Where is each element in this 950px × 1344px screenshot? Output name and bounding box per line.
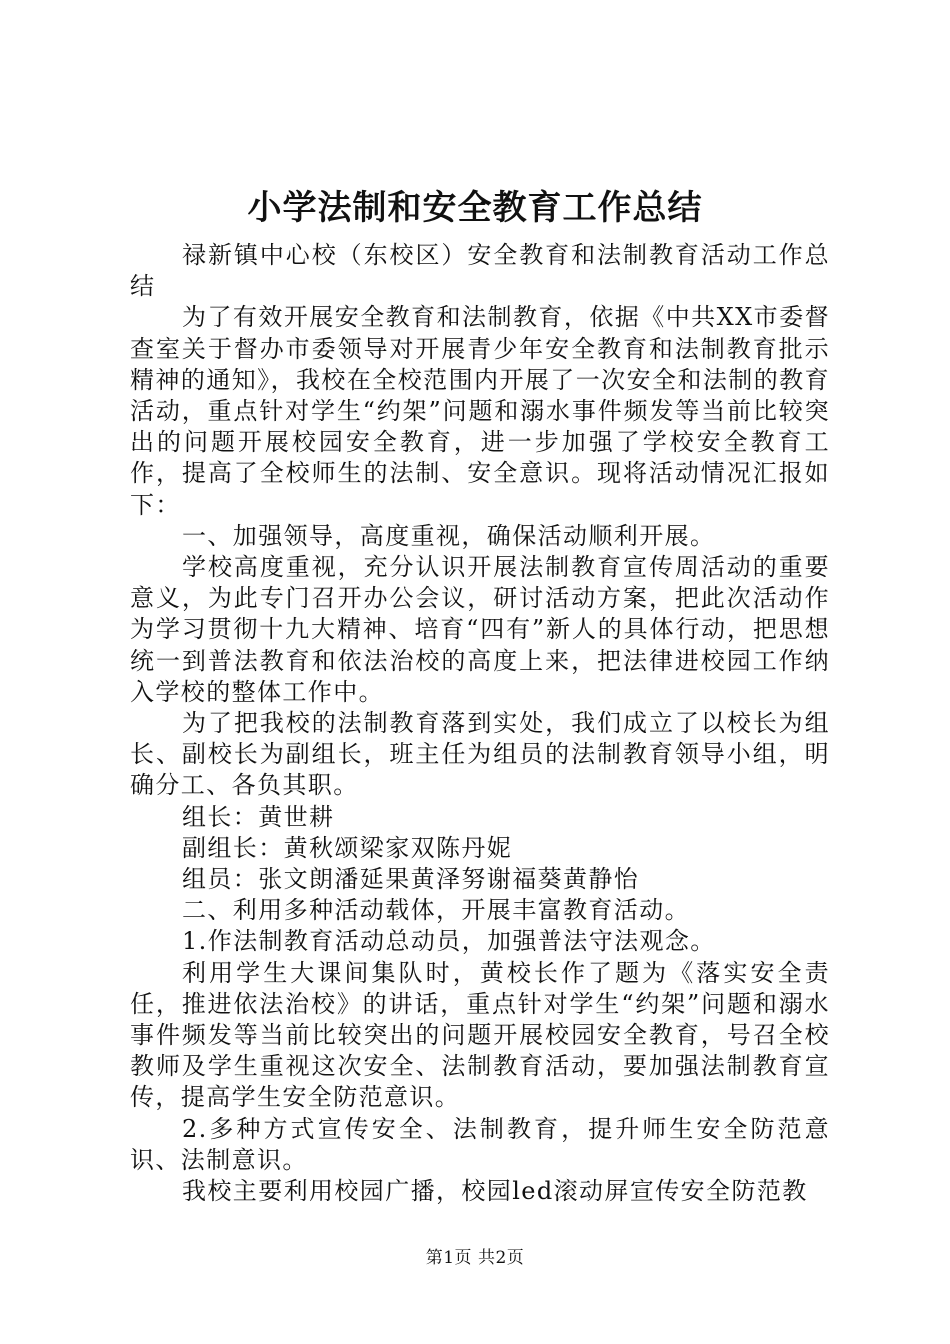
team-leader-line: 组长：黄世耕 [182, 802, 335, 831]
subsection-heading: 2.多种方式宣传安全、法制教育，提升师生安全防范意识、法制意识。 [130, 1114, 830, 1174]
paragraph: 利用学生大课间集队时，黄校长作了题为《落实安全责任，推进依法治校》的讲话，重点针对学生“约架”问题和溺水事件频发等当前比较突出的问题开展校园安全教育，号召全校教师及学生重视这次安全、法制教育活动，要加强法制教育宣传，提高学生安全防范意识。 [130, 958, 830, 1112]
paragraph: 禄新镇中心校（东校区）安全教育和法制教育活动工作总结 [130, 241, 830, 301]
team-deputy-line: 副组长：黄秋颂梁家双陈丹妮 [182, 833, 513, 862]
page-footer: 第1页 共2页 [425, 1248, 525, 1268]
team-members-line: 组员：张文朗潘延果黄泽努谢福葵黄静怡 [182, 865, 640, 894]
paragraph: 为了把我校的法制教育落到实处，我们成立了以校长为组长、副校长为副组长，班主任为组员的法制教育领导小组，明确分工、各负其职。 [130, 709, 830, 800]
document-body [130, 240, 830, 1207]
paragraph: 学校高度重视，充分认识开展法制教育宣传周活动的重要意义，为此专门召开办公会议，研讨活动方案，把此次活动作为学习贯彻十九大精神、培育“四有”新人的具体行动，把思想统一到普法教育和依法治校的高度上来，把法律进校园工作纳入学校的整体工作中。 [130, 553, 830, 706]
section-heading: 二、利用多种活动载体，开展丰富教育活动。 [182, 896, 690, 925]
section-heading: 一、加强领导，高度重视，确保活动顺利开展。 [182, 521, 716, 550]
paragraph: 我校主要利用校园广播，校园led滚动屏宣传安全防范教 [182, 1177, 808, 1206]
document-title: 小学法制和安全教育工作总结 [247, 188, 703, 228]
subsection-heading: 1.作法制教育活动总动员，加强普法守法观念。 [182, 927, 716, 956]
paragraph: 为了有效开展安全教育和法制教育，依据《中共XX市委督查室关于督办市委领导对开展青少年安全教育和法制教育批示精神的通知》，我校在全校范围内开展了一次安全和法制的教育活动，重点针对学生“约架”问题和溺水事件频发等当前比较突出的问题开展校园安全教育，进一步加强了学校安全教育工作，提高了全校师生的法制、安全意识。现将活动情况汇报如下： [130, 303, 830, 519]
